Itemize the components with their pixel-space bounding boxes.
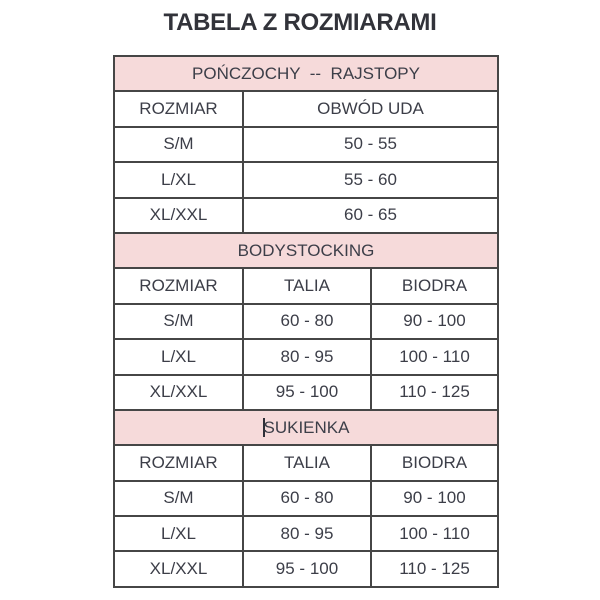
column-header-rozmiar: ROZMIAR bbox=[114, 91, 243, 126]
section-title: POŃCZOCHY -- RAJSTOPY bbox=[114, 56, 498, 91]
size-cell: S/M bbox=[114, 304, 243, 339]
range-cell: 55 - 60 bbox=[243, 162, 498, 197]
page-title: TABELA Z ROZMIARAMI bbox=[163, 9, 437, 36]
table-row bbox=[114, 551, 498, 586]
range-cell: 50 - 55 bbox=[243, 127, 498, 162]
column-header-talia: TALIA bbox=[243, 268, 371, 303]
column-header-obwod-uda: OBWÓD UDA bbox=[243, 91, 498, 126]
section-ponczochy-rajstopy bbox=[114, 56, 498, 233]
column-header-rozmiar: ROZMIAR bbox=[114, 268, 243, 303]
range-cell: 95 - 100 bbox=[243, 375, 371, 410]
range-cell: 90 - 100 bbox=[371, 481, 498, 516]
range-cell: 100 - 110 bbox=[371, 516, 498, 551]
table-row bbox=[114, 339, 498, 374]
size-cell: L/XL bbox=[114, 162, 243, 197]
section-sukienka bbox=[114, 410, 498, 587]
column-header-talia: TALIA bbox=[243, 445, 371, 480]
range-cell: 90 - 100 bbox=[371, 304, 498, 339]
range-cell: 60 - 80 bbox=[243, 481, 371, 516]
table-row bbox=[114, 162, 498, 197]
size-cell: XL/XXL bbox=[114, 551, 243, 586]
range-cell: 110 - 125 bbox=[371, 551, 498, 586]
size-cell: S/M bbox=[114, 481, 243, 516]
table-row bbox=[114, 481, 498, 516]
table-row bbox=[114, 198, 498, 233]
range-cell: 60 - 80 bbox=[243, 304, 371, 339]
table-row bbox=[114, 304, 498, 339]
size-cell: S/M bbox=[114, 127, 243, 162]
size-cell: L/XL bbox=[114, 516, 243, 551]
range-cell: 60 - 65 bbox=[243, 198, 498, 233]
size-table bbox=[113, 55, 499, 588]
table-row bbox=[114, 516, 498, 551]
table-row bbox=[114, 375, 498, 410]
range-cell: 100 - 110 bbox=[371, 339, 498, 374]
size-cell: XL/XXL bbox=[114, 375, 243, 410]
size-cell: L/XL bbox=[114, 339, 243, 374]
column-header-biodra: BIODRA bbox=[371, 445, 498, 480]
column-header-biodra: BIODRA bbox=[371, 268, 498, 303]
section-bodystocking bbox=[114, 233, 498, 410]
range-cell: 95 - 100 bbox=[243, 551, 371, 586]
section-title bbox=[114, 410, 498, 445]
size-cell: XL/XXL bbox=[114, 198, 243, 233]
range-cell: 110 - 125 bbox=[371, 375, 498, 410]
range-cell: 80 - 95 bbox=[243, 516, 371, 551]
table-row bbox=[114, 127, 498, 162]
section-title-text: SUKIENKA bbox=[263, 417, 350, 437]
section-title: BODYSTOCKING bbox=[114, 233, 498, 268]
range-cell: 80 - 95 bbox=[243, 339, 371, 374]
column-header-rozmiar: ROZMIAR bbox=[114, 445, 243, 480]
